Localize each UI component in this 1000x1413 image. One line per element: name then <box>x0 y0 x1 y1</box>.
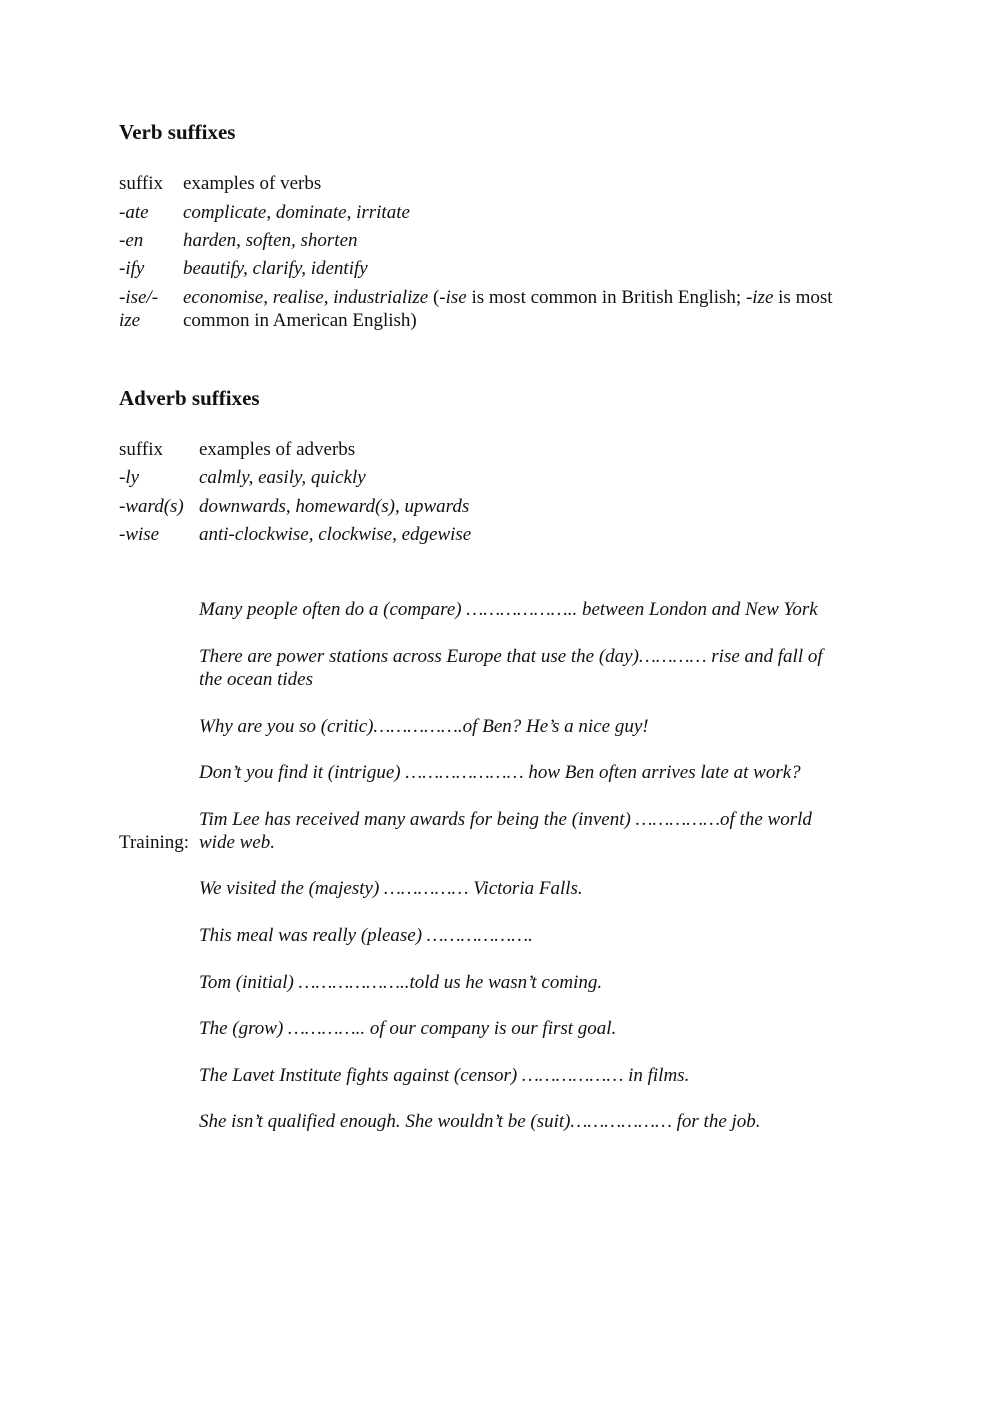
adverb-suffix-wise: -wise <box>119 524 160 545</box>
verb-examples-ate: complicate, dominate, irritate <box>183 202 410 223</box>
ise-note-end: is most <box>773 287 833 308</box>
ise-note-mid: is most common in British English; <box>466 287 746 308</box>
training-sentence-11: She isn’t qualified enough. She wouldn’t be (suit)……………… for the job. <box>199 1111 761 1132</box>
ise-note-ize: -ize <box>745 287 774 308</box>
verb-suffixes-heading: Verb suffixes <box>119 120 236 144</box>
verb-examples-ise-line2: common in American English) <box>183 310 417 331</box>
verb-suffix-ate: -ate <box>119 202 149 223</box>
ise-note-ise: -ise <box>439 287 467 308</box>
verb-suffix-ise-line1: -ise/- <box>119 287 159 308</box>
training-sentence-7: This meal was really (please) ………………. <box>199 925 533 946</box>
adverb-examples-ly: calmly, easily, quickly <box>199 467 366 488</box>
verb-examples-ise <box>183 287 833 309</box>
adverb-col-examples: examples of adverbs <box>199 439 356 460</box>
ise-examples: economise, realise, industrialize <box>183 287 429 308</box>
verb-examples-en: harden, soften, shorten <box>183 230 358 251</box>
training-sentence-5: Tim Lee has received many awards for being the (invent) ……………of the world <box>199 809 812 830</box>
verb-examples-ify: beautify, clarify, identify <box>183 258 368 279</box>
verb-suffix-ise-line2: ize <box>119 310 141 331</box>
adverb-suffix-ly: -ly <box>119 467 140 488</box>
verb-suffix-en: -en <box>119 230 144 251</box>
adverb-examples-wise: anti-clockwise, clockwise, edgewise <box>199 524 472 545</box>
verb-col-examples: examples of verbs <box>183 173 322 194</box>
training-sentence-1: Many people often do a (compare) ……………….. between London and New York <box>199 599 818 620</box>
training-sentence-2-line2: the ocean tides <box>199 669 313 690</box>
training-sentence-2: There are power stations across Europe that use the (day)………… rise and fall of <box>199 646 823 667</box>
ise-note-open: ( <box>428 287 440 308</box>
training-label: Training: <box>119 832 190 853</box>
adverb-suffixes-heading: Adverb suffixes <box>119 386 260 410</box>
adverb-suffix-wards: -ward(s) <box>119 496 184 517</box>
adverb-col-suffix: suffix <box>119 439 163 460</box>
training-sentence-9: The (grow) ………….. of our company is our first goal. <box>199 1018 617 1039</box>
training-sentence-8: Tom (initial) ………………..told us he wasn’t coming. <box>199 972 603 993</box>
training-sentence-10: The Lavet Institute fights against (censor) ……………… in films. <box>199 1065 690 1086</box>
training-sentence-4: Don’t you find it (intrigue) ………………… how Ben often arrives late at work? <box>199 762 801 783</box>
training-sentence-5-line2: wide web. <box>199 832 275 853</box>
adverb-examples-wards: downwards, homeward(s), upwards <box>199 496 470 517</box>
training-sentence-6: We visited the (majesty) …………… Victoria Falls. <box>199 878 583 899</box>
verb-suffix-ify: -ify <box>119 258 145 279</box>
training-sentence-3: Why are you so (critic)…………….of Ben? He’s a nice guy! <box>199 716 649 737</box>
verb-col-suffix: suffix <box>119 173 163 194</box>
